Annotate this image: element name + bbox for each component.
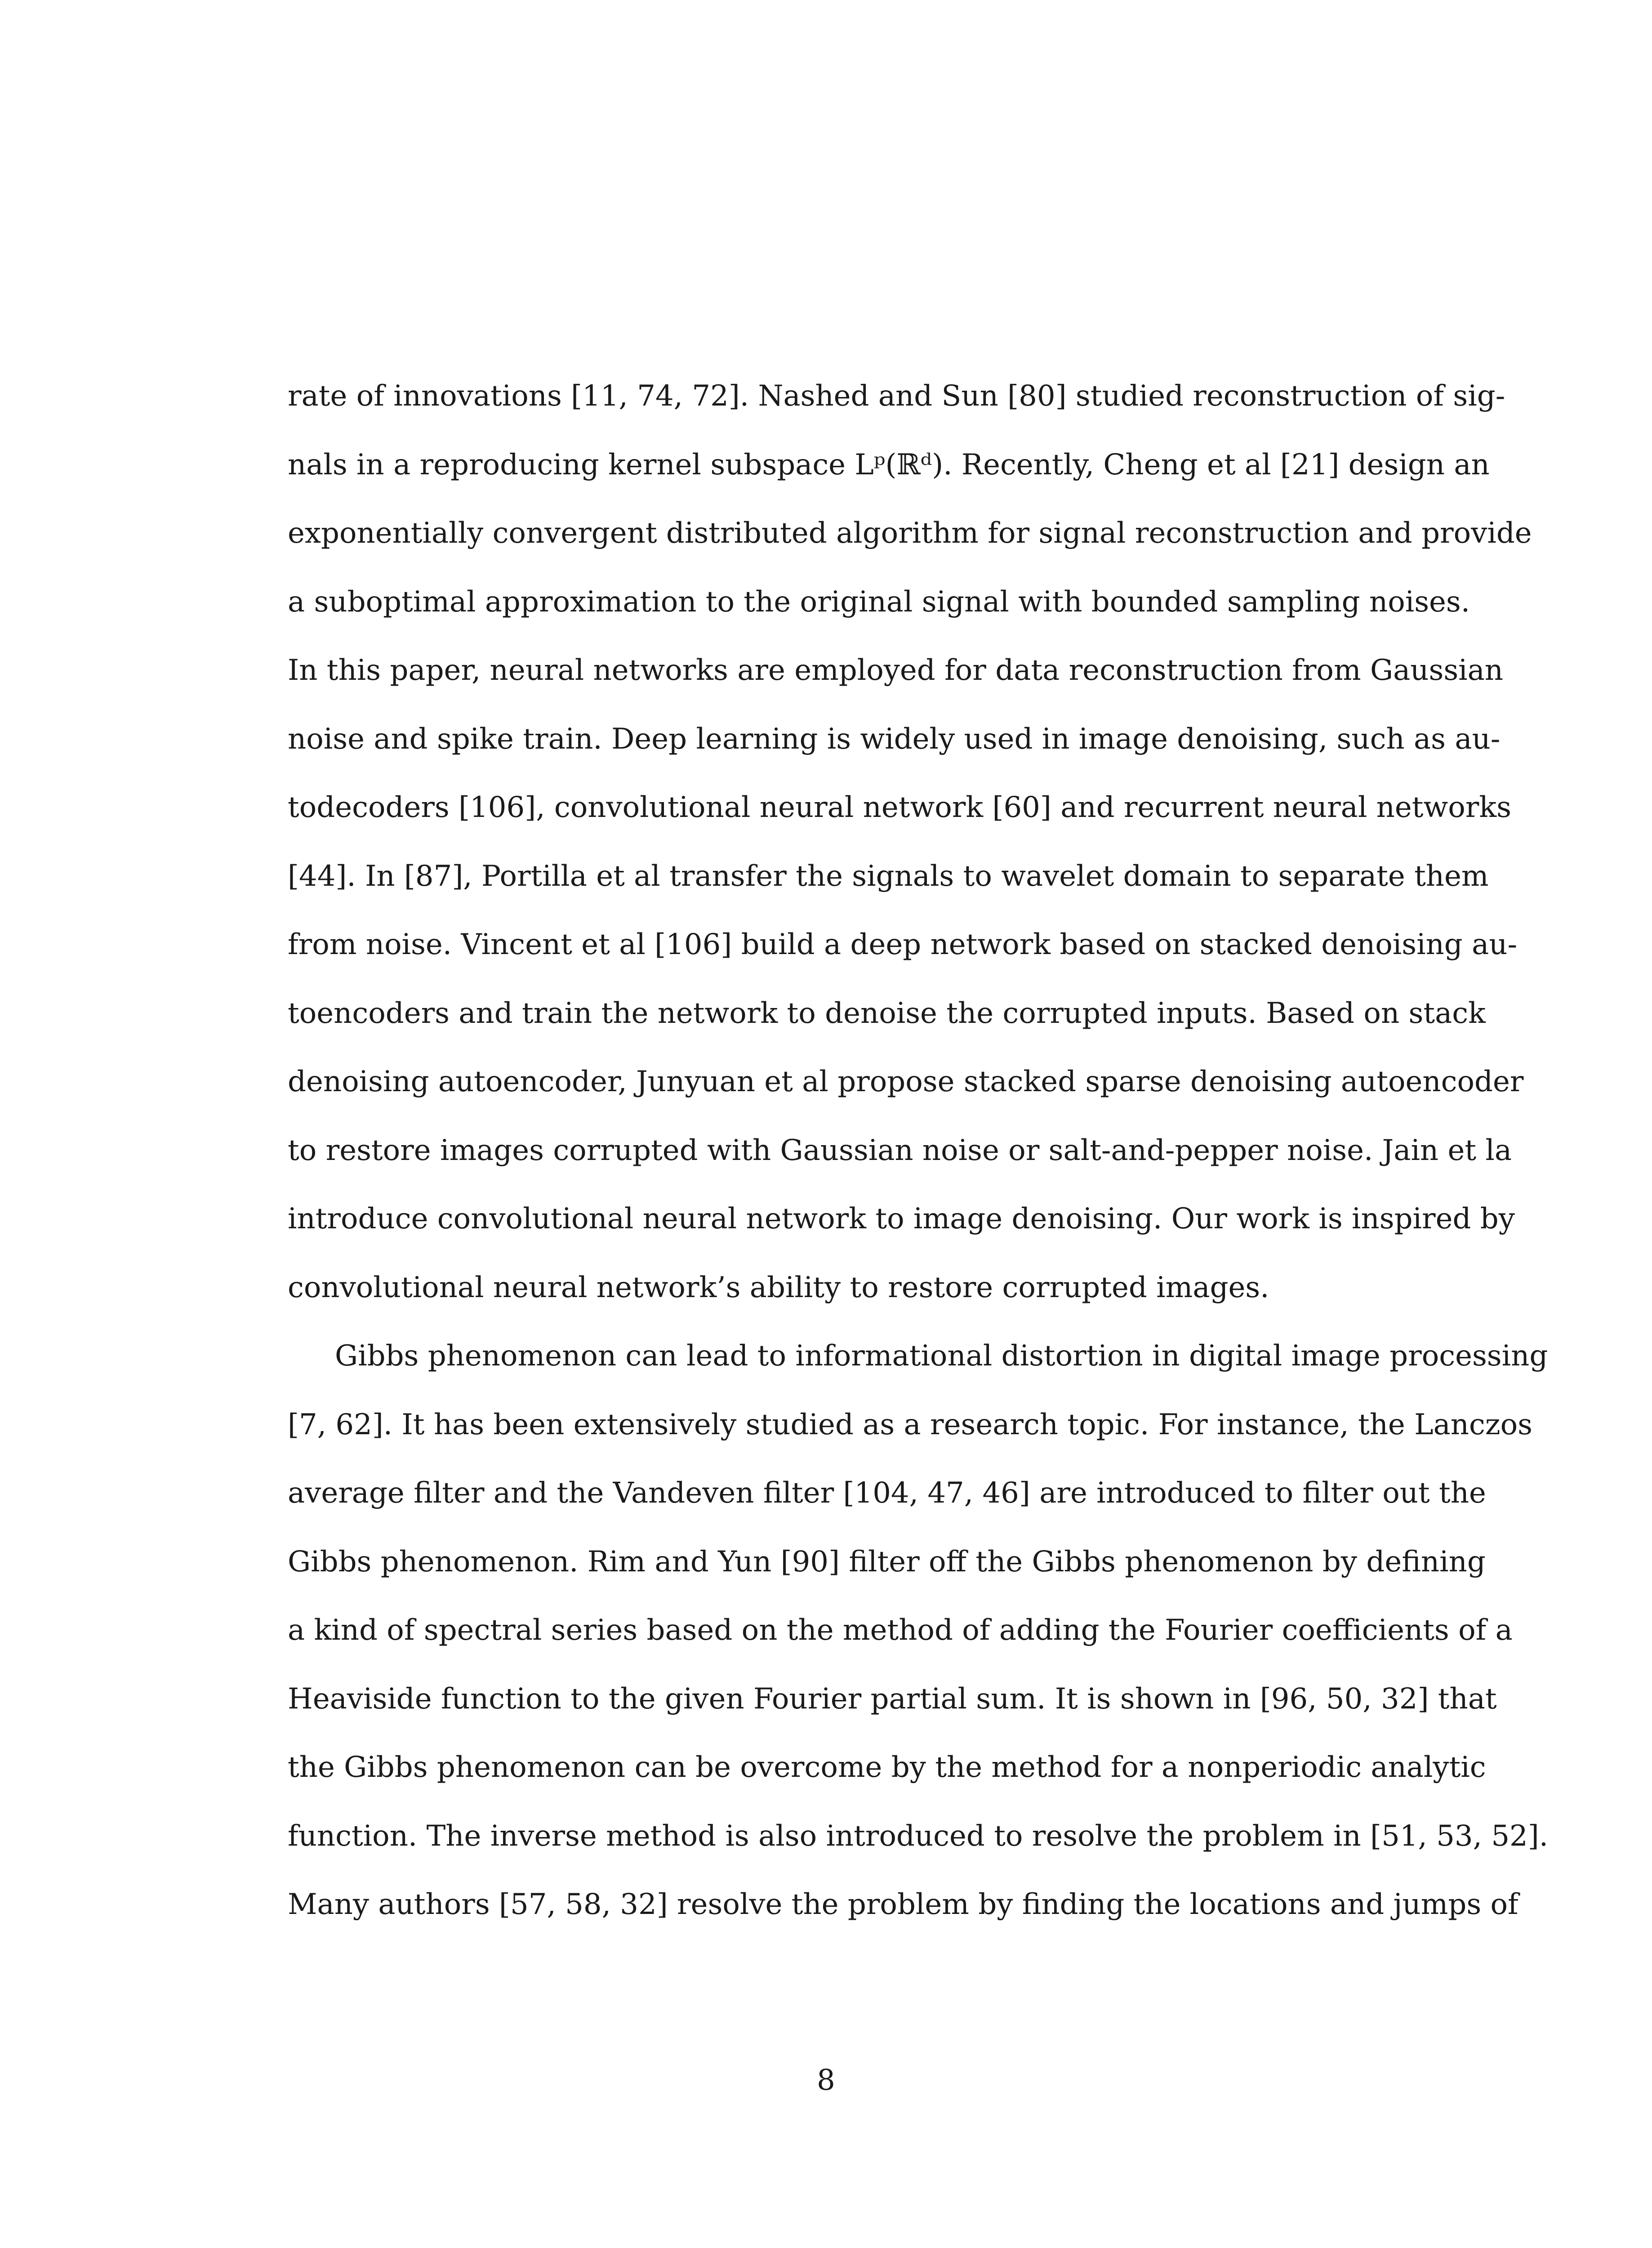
body-line: In this paper, neural networks are employed for data reconstruction from Gaussian [288, 654, 1503, 687]
body-line: noise and spike train. Deep learning is widely used in image denoising, such as au- [288, 722, 1501, 756]
body-line: rate of innovations [11, 74, 72]. Nashed and Sun [80] studied reconstruction of sig- [288, 379, 1505, 413]
body-line: a kind of spectral series based on the method of adding the Fourier coefficients of a [288, 1614, 1513, 1647]
body-line: denoising autoencoder, Junyuan et al propose stacked sparse denoising autoencoder [288, 1065, 1524, 1098]
body-line: exponentially convergent distributed algorithm for signal reconstruction and provide [288, 517, 1532, 550]
body-line: [7, 62]. It has been extensively studied as a research topic. For instance, the Lanczos [288, 1408, 1532, 1441]
body-line: Many authors [57, 58, 32] resolve the problem by finding the locations and jumps of [288, 1888, 1518, 1921]
body-line: introduce convolutional neural network to image denoising. Our work is inspired by [288, 1202, 1515, 1236]
body-line: from noise. Vincent et al [106] build a deep network based on stacked denoising au- [288, 928, 1518, 961]
body-line: a suboptimal approximation to the original signal with bounded sampling noises. [288, 585, 1470, 619]
page-number: 8 [817, 2064, 835, 2097]
body-line: average filter and the Vandeven filter [104, 47, 46] are introduced to filter out the [288, 1476, 1486, 1510]
body-line: nals in a reproducing kernel subspace Lᵖ(ℝᵈ). Recently, Cheng et al [21] design an [288, 448, 1490, 482]
body-line: function. The inverse method is also introduced to resolve the problem in [51, 53, 52]. [288, 1819, 1549, 1853]
body-line: Gibbs phenomenon. Rim and Yun [90] filter off the Gibbs phenomenon by defining [288, 1545, 1486, 1579]
body-line: todecoders [106], convolutional neural network [60] and recurrent neural networks [288, 791, 1511, 824]
body-line: to restore images corrupted with Gaussian noise or salt-and-pepper noise. Jain et la [288, 1133, 1512, 1167]
body-text [288, 362, 1549, 1939]
body-line: the Gibbs phenomenon can be overcome by the method for a nonperiodic analytic [288, 1751, 1486, 1784]
body-line: Gibbs phenomenon can lead to informational distortion in digital image processing [335, 1339, 1548, 1373]
body-line: [44]. In [87], Portilla et al transfer the signals to wavelet domain to separate them [288, 859, 1489, 893]
body-line: convolutional neural network’s ability to restore corrupted images. [288, 1271, 1269, 1304]
body-line: toencoders and train the network to denoise the corrupted inputs. Based on stack [288, 996, 1486, 1030]
body-line: Heaviside function to the given Fourier partial sum. It is shown in [96, 50, 32] that [288, 1682, 1497, 1716]
